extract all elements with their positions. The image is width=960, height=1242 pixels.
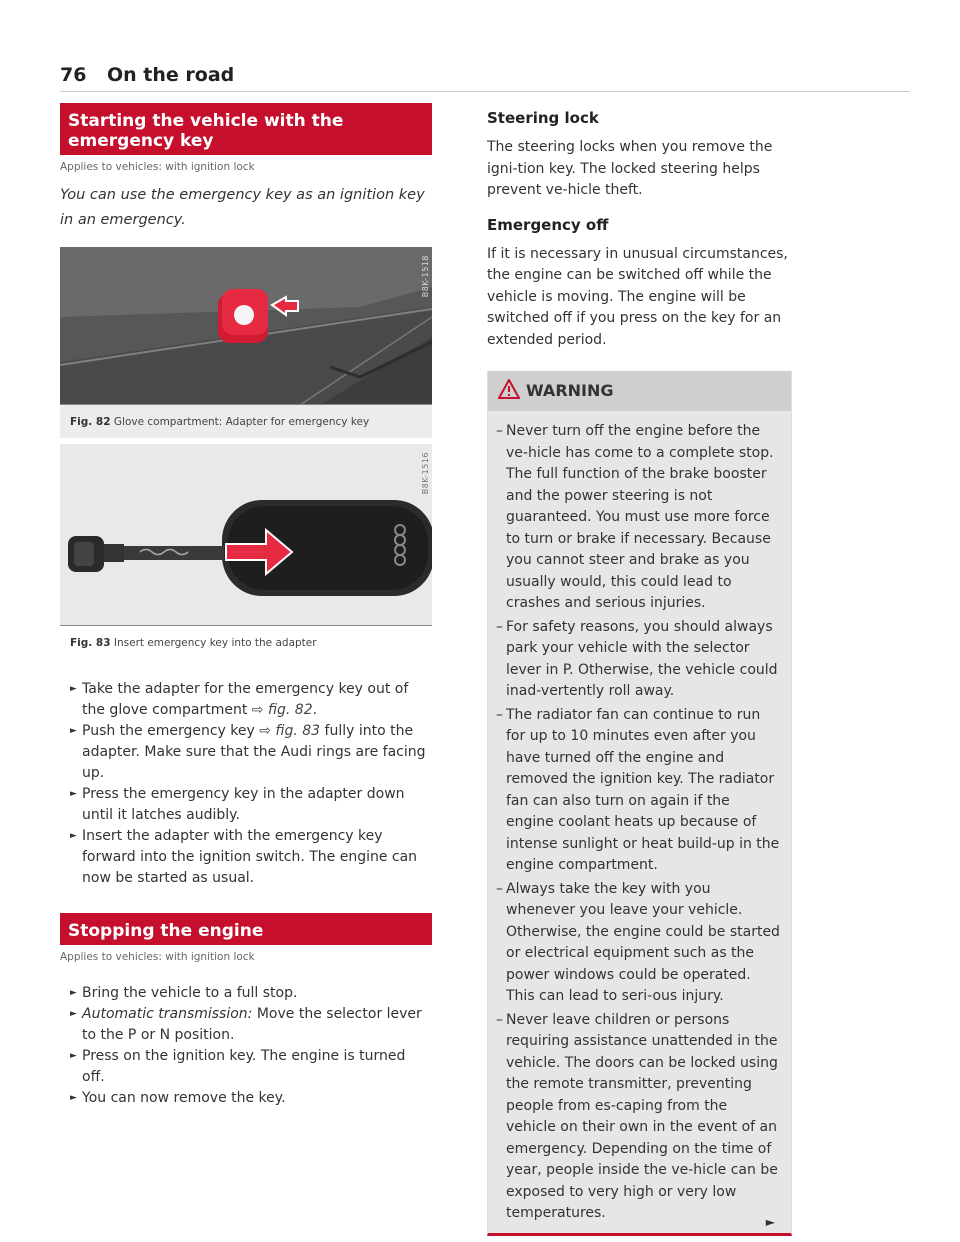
emergency-off-text: If it is necessary in unusual circumstances, the engine can be switched off while the vehicle is moving. The engine will be switched off if you press on the key for an extended period.: [487, 245, 788, 348]
step-text: Insert the adapter with the emergency key forward into the ignition switch. The engine can now be started as usual.: [82, 828, 418, 886]
list-item: [60, 784, 432, 826]
stopping-engine-steps: [60, 983, 432, 1109]
glove-compartment-illustration: [60, 247, 432, 405]
list-item: – Always take the key with you whenever you leave your vehicle. Otherwise, the engine could be started or electrical equipment such as the power windows could be operated. This can lead to seri-ous injury.: [496, 880, 780, 1004]
figure-83-caption: [60, 626, 432, 659]
continue-arrow-icon: ►: [765, 1214, 775, 1229]
list-item: [60, 679, 432, 721]
figure-82: [60, 247, 432, 438]
step-bullet-icon: ►: [70, 789, 77, 799]
step-bullet-icon: ►: [70, 726, 77, 736]
page-number: 76: [60, 64, 87, 86]
section-title: On the road: [107, 64, 235, 86]
emergency-key-adapter-image: [60, 444, 432, 626]
list-item: – Never turn off the engine before the ve-hicle has come to a complete stop. The full function of the brake booster and the power steering is not guaranteed. You must use more force to turn or brake if necessary. Because you cannot steer and brake as you usually would, this could lead to crashes and serious injuries.: [496, 423, 774, 611]
step-bullet-icon: ►: [70, 1093, 77, 1103]
figure-code: B8K-1516: [421, 452, 430, 495]
list-item: [60, 721, 432, 784]
emergency-key-intro: You can use the emergency key as an ignition key in an emergency.: [60, 187, 425, 228]
step-text: Press on the ignition key. The engine is turned off.: [82, 1048, 406, 1085]
warning-box: [487, 371, 792, 1236]
step-bullet-icon: ►: [70, 684, 77, 694]
warning-header: [488, 371, 791, 411]
left-column: [60, 103, 432, 1109]
step-text: Bring the vehicle to a full stop.: [82, 985, 298, 1001]
step-text: Move the selector lever to the P or N position.: [82, 1006, 422, 1043]
list-item: [60, 983, 432, 1004]
page-header: [60, 62, 910, 92]
figure-83-label: Fig. 83: [70, 637, 111, 649]
step-text: Press the emergency key in the adapter down until it latches audibly.: [82, 786, 405, 823]
steering-lock-heading: Steering lock: [487, 109, 599, 127]
list-item: [60, 1046, 432, 1088]
step-text: Take the adapter for the emergency key out of the glove compartment: [82, 681, 409, 718]
warning-text: Never leave children or persons requiring assistance unattended in the vehicle. The doors can be locked using the remote transmitter, preventing people from es-caping from the vehicle on their own in the event of an emergency. Depending on the time of year, people inside the ve-hicle can be exposed to very high or very low temperatures.: [506, 1011, 778, 1221]
figure-83-caption-text: Insert emergency key into the adapter: [113, 637, 317, 649]
warning-triangle-icon: [498, 379, 520, 399]
warning-text: For safety reasons, you should always park your vehicle with the selector lever in P. Otherwise, the vehicle could inad-vertently roll away.: [506, 618, 778, 699]
step-text: fully into the adapter. Make sure that the Audi rings are facing up.: [82, 723, 426, 781]
warning-text: Always take the key with you whenever you leave your vehicle. Otherwise, the engine could be started or electrical equipment such as the power windows could be operated. This can lead to seri-ous injury.: [506, 880, 780, 1004]
glove-compartment-image: [60, 247, 432, 405]
emergency-key-applies: Applies to vehicles: with ignition lock: [60, 161, 255, 173]
step-bullet-icon: ►: [70, 1051, 77, 1061]
stopping-engine-heading: Stopping the engine: [60, 913, 432, 945]
warning-text: Never turn off the engine before the ve-hicle has come to a complete stop. The full function of the brake booster and the power steering is not guaranteed. You must use more force to turn or brake if necessary. Because you cannot steer and brake as you usually would, this could lead to crashes and serious injuries.: [506, 423, 774, 611]
figure-82-caption: [60, 405, 432, 438]
emergency-off-heading: Emergency off: [487, 215, 609, 234]
list-item: [60, 826, 432, 889]
emergency-key-steps: [60, 679, 432, 889]
figure-link[interactable]: ⇨ fig. 83: [259, 723, 321, 739]
warning-list: [488, 411, 791, 1227]
step-text: .: [312, 702, 318, 718]
list-item: – The radiator fan can continue to run for up to 10 minutes even after you have turned off the engine and removed the ignition key. The radiator fan can also turn on again if the engine coolant heats up because of intense sunlight or heat build-up in the engine compartment.: [496, 706, 780, 873]
steering-lock-text: The steering locks when you remove the igni-tion key. The locked steering helps prevent ve-hicle theft.: [487, 139, 773, 198]
list-item: [60, 1088, 432, 1109]
list-item: – For safety reasons, you should always park your vehicle with the selector lever in P. Otherwise, the vehicle could inad-vertently roll away.: [496, 618, 778, 699]
warning-text: The radiator fan can continue to run for up to 10 minutes even after you have turned off the engine and removed the ignition key. The radiator fan can also turn on again if the engine coolant heats up because of intense sunlight or heat build-up in the engine compartment.: [506, 706, 780, 873]
figure-82-caption-text: Glove compartment: Adapter for emergency key: [113, 416, 370, 428]
emergency-key-heading: Starting the vehicle with the emergency key: [60, 103, 432, 155]
list-item: [60, 1004, 432, 1046]
step-bullet-icon: ►: [70, 988, 77, 998]
step-text: You can now remove the key.: [82, 1090, 286, 1106]
right-column: [487, 103, 792, 1236]
step-bullet-icon: ►: [70, 1009, 77, 1019]
key-adapter-illustration: [60, 444, 432, 626]
figure-link[interactable]: ⇨ fig. 82: [251, 702, 313, 718]
step-bullet-icon: ►: [70, 831, 77, 841]
list-item: – Never leave children or persons requiring assistance unattended in the vehicle. The doors can be locked using the remote transmitter, preventing people from es-caping from the vehicle on their own in the event of an emergency. Depending on the time of year, people inside the ve-hicle can be exposed to very high or very low temperatures.: [496, 1011, 778, 1221]
figure-82-label: Fig. 82: [70, 416, 111, 428]
figure-83: [60, 444, 432, 659]
stopping-engine-applies: Applies to vehicles: with ignition lock: [60, 951, 255, 963]
step-text: Push the emergency key: [82, 723, 260, 739]
figure-code: B8K-1518: [421, 255, 430, 298]
step-emphasis: Automatic transmission:: [82, 1006, 253, 1022]
warning-title: WARNING: [526, 381, 614, 400]
